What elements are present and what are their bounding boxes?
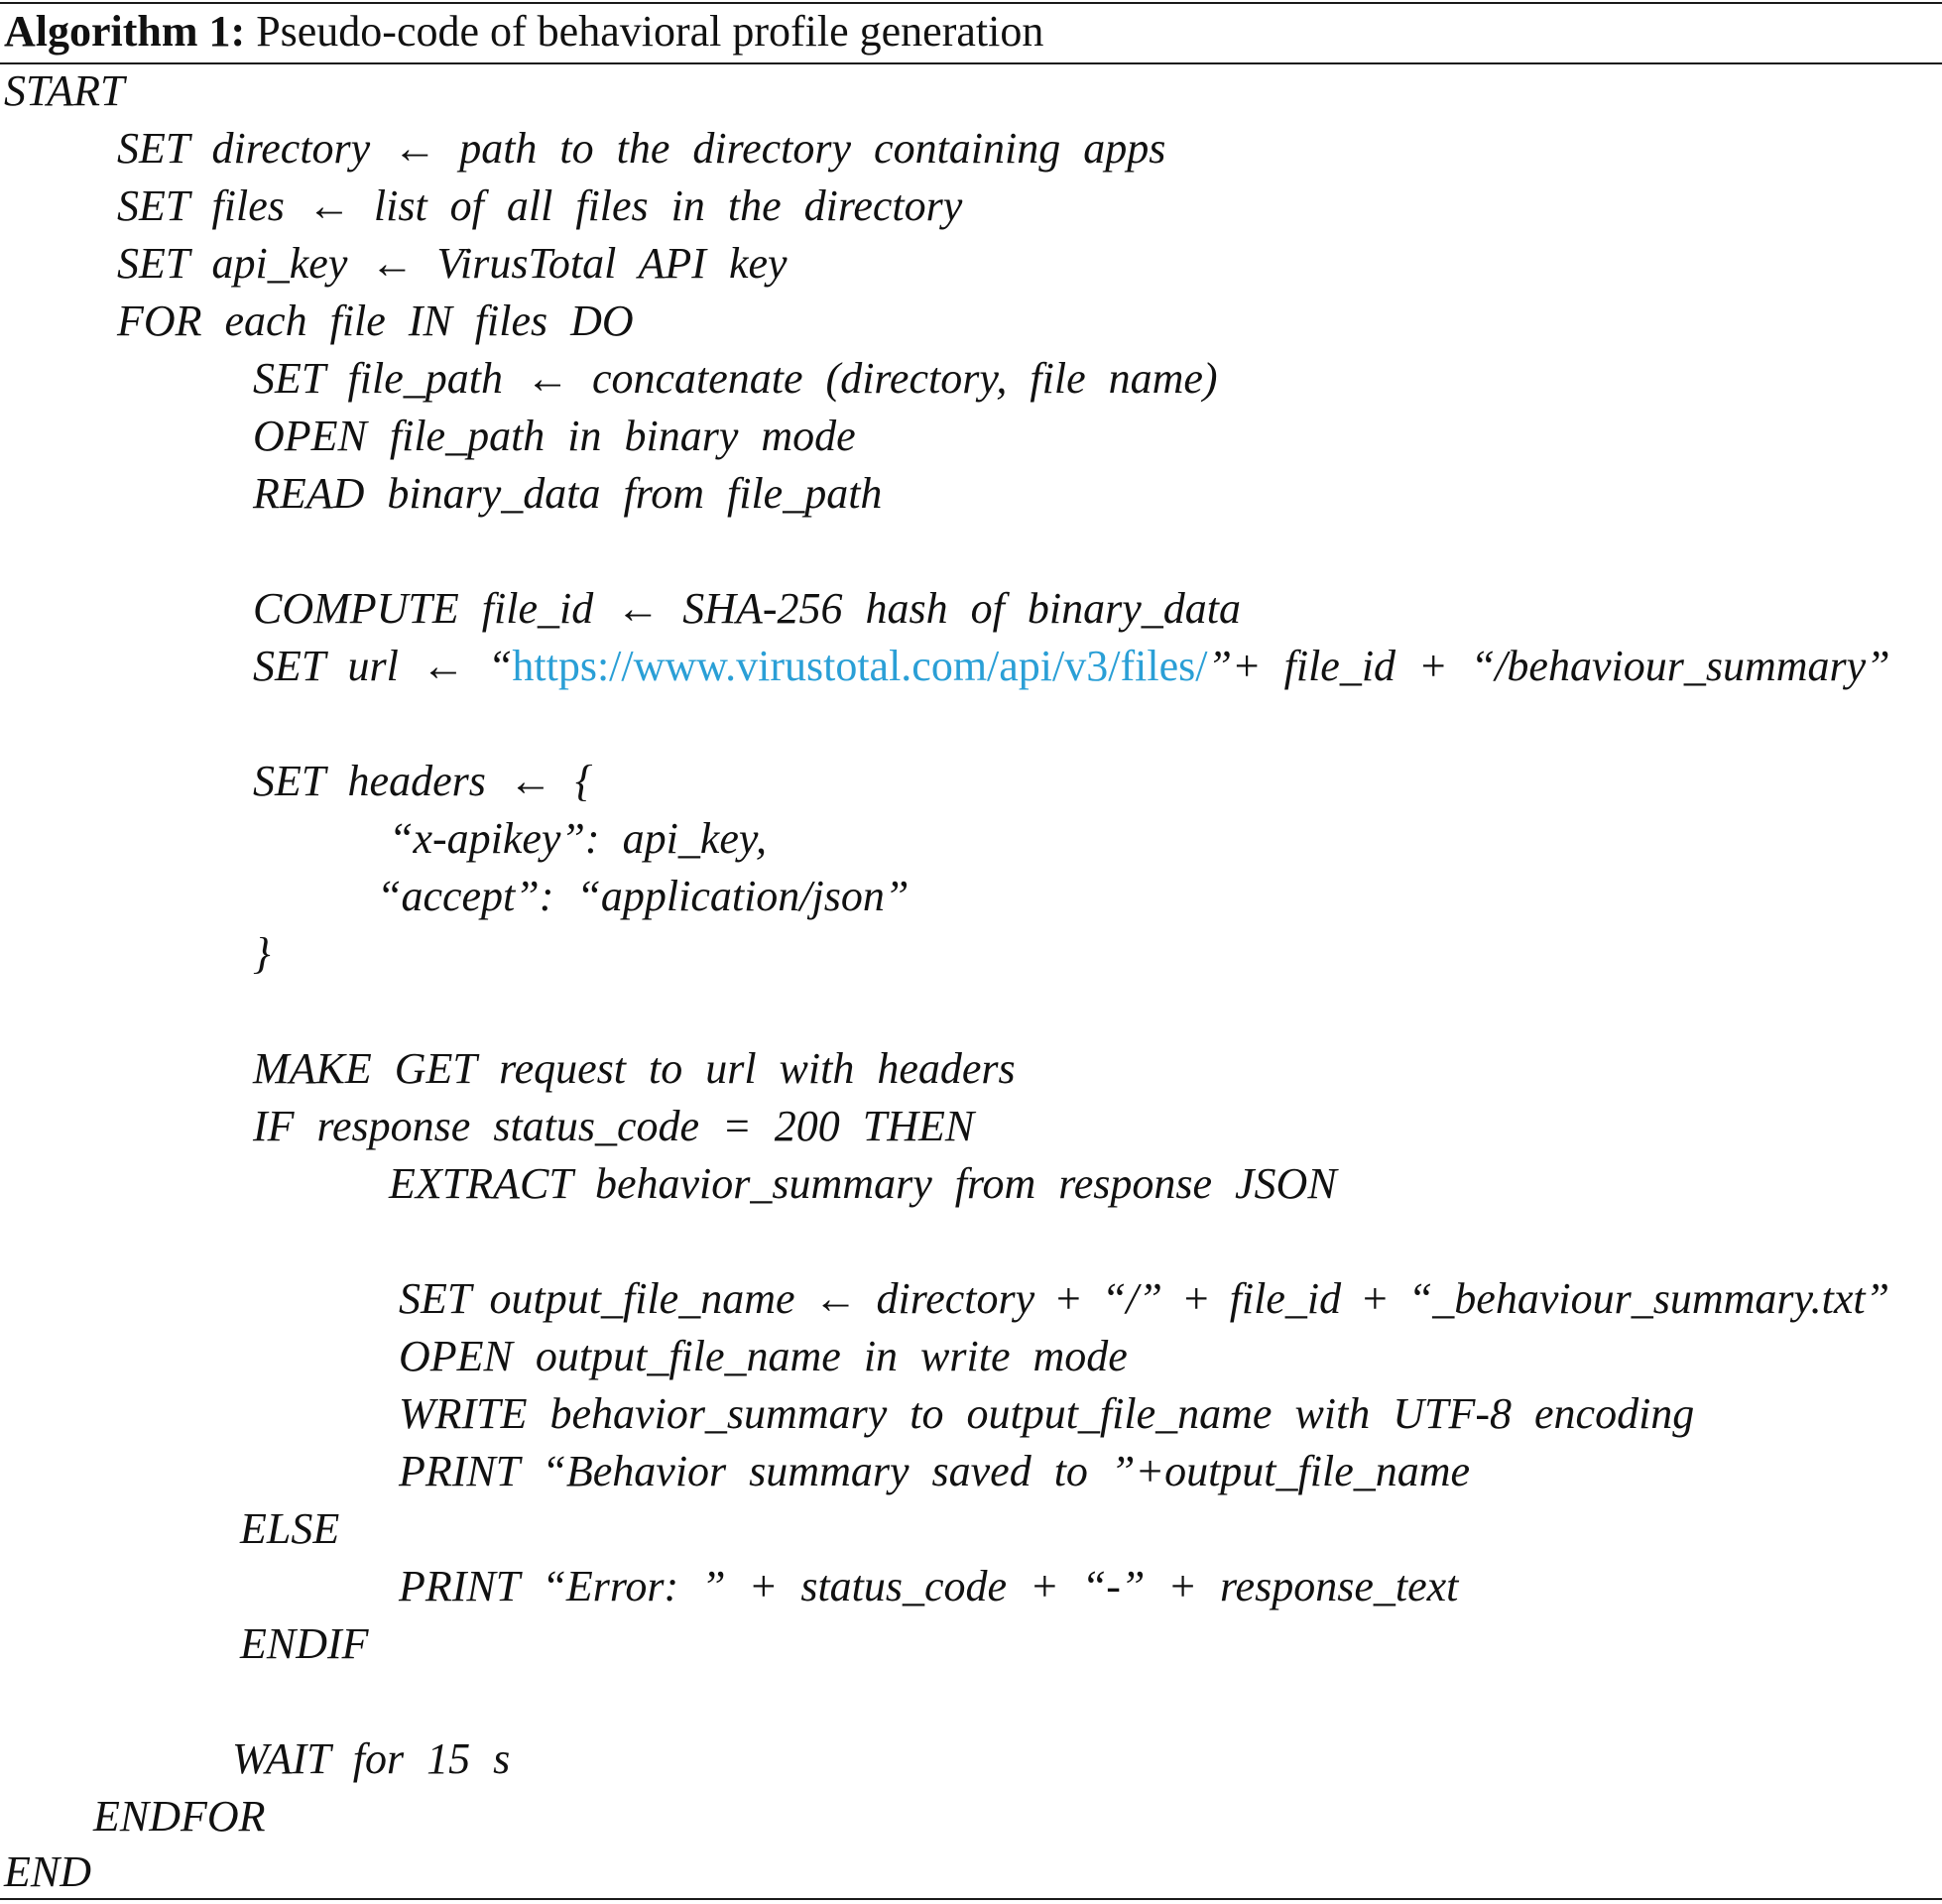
code-line-set-files: SET files ← list of all files in the directory (117, 181, 963, 230)
code-line-make-get: MAKE GET request to url with headers (253, 1044, 1016, 1093)
code-line-set-file-path: SET file_path ← concatenate (directory, file name) (253, 354, 1218, 403)
algorithm-title: Pseudo-code of behavioral profile generation (256, 7, 1044, 56)
algorithm-label: Algorithm 1: (4, 7, 246, 56)
url-prefix: SET url ← “ (253, 642, 513, 690)
code-line-else: ELSE (240, 1504, 340, 1553)
virustotal-url-link[interactable]: https://www.virustotal.com/api/v3/files/ (512, 642, 1208, 690)
url-suffix: ”+ file_id + “/behaviour_summary” (1207, 642, 1890, 690)
code-line-start: START (4, 66, 125, 115)
code-line-write-summary: WRITE behavior_summary to output_file_name with UTF-8 encoding (399, 1389, 1695, 1438)
code-line-header-apikey: “x-apikey”: api_key, (389, 814, 767, 863)
code-line-set-api-key: SET api_key ← VirusTotal API key (117, 239, 788, 288)
code-line-for-each: FOR each file IN files DO (117, 297, 634, 345)
caption-rule (0, 62, 1942, 64)
code-line-set-headers: SET headers ← { (253, 757, 593, 805)
bottom-rule (0, 1898, 1942, 1900)
code-line-print-saved: PRINT “Behavior summary saved to ”+output_file_name (399, 1447, 1471, 1495)
code-line-compute-id: COMPUTE file_id ← SHA-256 hash of binary_data (253, 584, 1241, 633)
code-line-open-output: OPEN output_file_name in write mode (399, 1332, 1128, 1380)
code-line-close-brace: } (253, 929, 271, 978)
code-line-wait: WAIT for 15 s (232, 1734, 511, 1783)
code-line-extract: EXTRACT behavior_summary from response JSON (389, 1159, 1337, 1208)
code-line-read-binary: READ binary_data from file_path (253, 469, 883, 518)
top-rule (0, 2, 1942, 4)
algorithm-caption (4, 6, 1043, 58)
code-line-endfor: ENDFOR (93, 1792, 266, 1841)
code-line-open-binary: OPEN file_path in binary mode (253, 412, 856, 460)
code-line-end: END (4, 1847, 91, 1896)
code-line-set-directory: SET directory ← path to the directory containing apps (117, 124, 1166, 173)
code-line-if-status: IF response status_code = 200 THEN (253, 1102, 975, 1150)
code-line-set-url (253, 641, 1890, 692)
code-line-set-output: SET output_file_name ← directory + “/” + file_id + “_behaviour_summary.txt” (399, 1274, 1890, 1323)
code-line-header-accept: “accept”: “application/json” (377, 872, 910, 920)
code-line-endif: ENDIF (240, 1619, 369, 1668)
code-line-print-error: PRINT “Error: ” + status_code + “-” + response_text (399, 1562, 1459, 1610)
